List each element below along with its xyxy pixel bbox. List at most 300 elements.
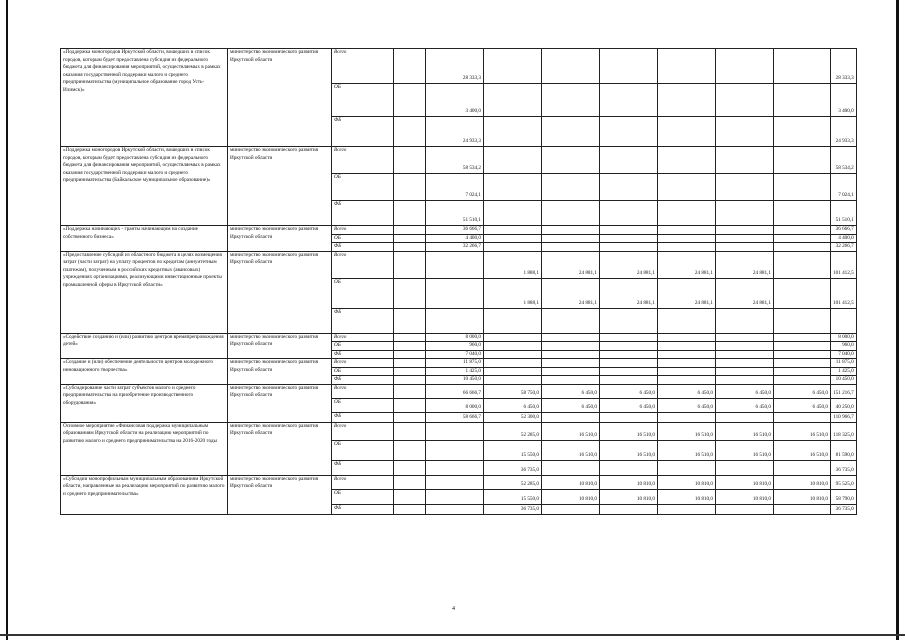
amount-cell: 10 810,0 <box>774 489 831 504</box>
amount-cell <box>394 384 426 398</box>
amount-cell <box>658 460 716 475</box>
amount-cell <box>716 376 774 385</box>
amount-cell: 11 875,0 <box>426 359 484 368</box>
amount-cell <box>658 504 716 514</box>
amount-cell: 11 875,0 <box>831 359 857 368</box>
amount-cell: 36 735,0 <box>831 460 857 475</box>
amount-cell <box>658 367 716 376</box>
amount-cell <box>774 251 831 278</box>
amount-cell: 6 450,0 <box>716 384 774 398</box>
amount-cell <box>716 412 774 422</box>
amount-cell: 28 333,3 <box>426 49 484 84</box>
amount-cell <box>831 308 857 333</box>
amount-cell: 7 024,1 <box>831 174 857 201</box>
amount-cell <box>774 376 831 385</box>
amount-cell <box>658 376 716 385</box>
amount-cell <box>394 174 426 201</box>
scan-edge-bottom <box>0 634 905 636</box>
amount-cell: 10 810,0 <box>542 475 600 489</box>
funding-source: ФБ <box>332 376 394 385</box>
activity-name: «Содействие созданию и (или) развитию центров времяпрепровождения детей» <box>61 333 228 359</box>
amount-cell <box>716 49 774 84</box>
amount-cell <box>716 84 774 117</box>
funding-source: ОБ <box>332 174 394 201</box>
amount-cell: 6 450,0 <box>484 398 542 412</box>
amount-cell <box>658 226 716 235</box>
amount-cell: 6 450,0 <box>542 384 600 398</box>
amount-cell <box>394 376 426 385</box>
amount-cell <box>394 367 426 376</box>
amount-cell <box>658 201 716 226</box>
responsible-executor: министерство экономического развития Иркутской области <box>228 422 332 475</box>
amount-cell <box>394 350 426 359</box>
amount-cell: 51 510,1 <box>426 201 484 226</box>
amount-cell <box>542 412 600 422</box>
amount-cell: 6 450,0 <box>658 398 716 412</box>
funding-source: Всего <box>332 333 394 342</box>
funding-source: Всего <box>332 359 394 368</box>
amount-cell: 16 510,0 <box>542 422 600 440</box>
amount-cell <box>484 376 542 385</box>
amount-cell: 58 790,0 <box>831 489 857 504</box>
amount-cell: 1 888,1 <box>484 251 542 278</box>
amount-cell <box>658 117 716 147</box>
amount-cell: 36 666,7 <box>831 226 857 235</box>
amount-cell <box>542 201 600 226</box>
funding-source: ОБ <box>332 84 394 117</box>
amount-cell <box>484 117 542 147</box>
amount-cell <box>542 342 600 351</box>
amount-cell <box>774 147 831 174</box>
funding-source: Всего <box>332 384 394 398</box>
amount-cell <box>774 174 831 201</box>
amount-cell <box>394 243 426 252</box>
amount-cell: 95 525,0 <box>831 475 857 489</box>
amount-cell <box>716 308 774 333</box>
amount-cell <box>542 226 600 235</box>
funding-source: ФБ <box>332 308 394 333</box>
amount-cell <box>394 84 426 117</box>
amount-cell <box>542 350 600 359</box>
amount-cell <box>774 342 831 351</box>
amount-cell <box>600 308 658 333</box>
amount-cell <box>716 117 774 147</box>
amount-cell: 58 534,2 <box>426 147 484 174</box>
amount-cell <box>774 226 831 235</box>
amount-cell: 10 810,0 <box>600 475 658 489</box>
amount-cell <box>774 201 831 226</box>
amount-cell: 16 510,0 <box>658 422 716 440</box>
amount-cell <box>658 359 716 368</box>
amount-cell: 24 881,1 <box>658 278 716 308</box>
amount-cell: 4 400,0 <box>426 234 484 243</box>
amount-cell <box>774 367 831 376</box>
amount-cell <box>600 333 658 342</box>
amount-cell <box>484 359 542 368</box>
amount-cell: 10 810,0 <box>542 489 600 504</box>
funding-source: ОБ <box>332 440 394 460</box>
amount-cell: 3 400,0 <box>831 84 857 117</box>
amount-cell <box>484 84 542 117</box>
amount-cell: 58 750,0 <box>484 384 542 398</box>
amount-cell <box>542 376 600 385</box>
activity-name: «Предоставление субсидий из областного бюджета в целях возмещения затрат (части затрат) на уплату процентов по кредитам (аннуитетным платежам), полученным в российских кредитных (авансовых) учреждениях организациями, реализующими инвестиционные проекты промышленной сферы в Иркутской области» <box>61 251 228 333</box>
amount-cell <box>484 201 542 226</box>
amount-cell: 7 040,0 <box>426 350 484 359</box>
amount-cell <box>600 350 658 359</box>
amount-cell <box>426 504 484 514</box>
amount-cell: 40 250,0 <box>831 398 857 412</box>
amount-cell <box>394 460 426 475</box>
amount-cell: 28 333,3 <box>831 49 857 84</box>
amount-cell <box>426 251 484 278</box>
amount-cell: 16 510,0 <box>716 440 774 460</box>
amount-cell <box>394 475 426 489</box>
amount-cell <box>426 278 484 308</box>
amount-cell: 24 933,3 <box>831 117 857 147</box>
amount-cell <box>658 84 716 117</box>
amount-cell <box>716 234 774 243</box>
table-row <box>61 49 857 84</box>
amount-cell <box>600 243 658 252</box>
amount-cell: 10 810,0 <box>716 489 774 504</box>
table-row <box>61 333 857 342</box>
funding-source: ОБ <box>332 234 394 243</box>
funding-source: ОБ <box>332 367 394 376</box>
amount-cell: 6 450,0 <box>658 384 716 398</box>
responsible-executor: министерство экономического развития Иркутской области <box>228 333 332 359</box>
amount-cell: 6 450,0 <box>600 384 658 398</box>
amount-cell: 3 400,0 <box>426 84 484 117</box>
amount-cell <box>542 243 600 252</box>
amount-cell: 32 266,7 <box>426 243 484 252</box>
amount-cell: 52 300,0 <box>484 412 542 422</box>
amount-cell <box>542 308 600 333</box>
amount-cell <box>774 49 831 84</box>
amount-cell <box>394 398 426 412</box>
activity-name: «Субсидии монопрофильным муниципальным образованиям Иркутской области, направленные на реализацию мероприятий по развитию малого и среднего предпринимательства» <box>61 475 228 514</box>
amount-cell <box>600 49 658 84</box>
amount-cell <box>394 359 426 368</box>
amount-cell <box>600 376 658 385</box>
amount-cell: 32 266,7 <box>831 243 857 252</box>
amount-cell: 118 325,0 <box>831 422 857 440</box>
amount-cell: 16 510,0 <box>600 440 658 460</box>
funding-source: Всего <box>332 226 394 235</box>
amount-cell <box>426 460 484 475</box>
funding-source: Всего <box>332 475 394 489</box>
amount-cell: 10 810,0 <box>774 475 831 489</box>
amount-cell <box>484 226 542 235</box>
amount-cell: 6 450,0 <box>716 398 774 412</box>
funding-source: ФБ <box>332 412 394 422</box>
amount-cell <box>426 489 484 504</box>
amount-cell: 110 966,7 <box>831 412 857 422</box>
amount-cell <box>774 234 831 243</box>
amount-cell <box>774 308 831 333</box>
amount-cell <box>394 201 426 226</box>
funding-source: ФБ <box>332 243 394 252</box>
funding-source: ФБ <box>332 117 394 147</box>
amount-cell <box>658 147 716 174</box>
responsible-executor: министерство экономического развития Иркутской области <box>228 226 332 252</box>
table-row <box>61 226 857 235</box>
amount-cell <box>774 278 831 308</box>
amount-cell <box>600 84 658 117</box>
amount-cell <box>600 117 658 147</box>
amount-cell <box>394 489 426 504</box>
funding-source: ОБ <box>332 489 394 504</box>
amount-cell: 10 810,0 <box>716 475 774 489</box>
amount-cell: 16 510,0 <box>774 440 831 460</box>
budget-table <box>60 48 857 515</box>
amount-cell: 7 024,1 <box>426 174 484 201</box>
amount-cell: 10 810,0 <box>658 489 716 504</box>
amount-cell <box>774 359 831 368</box>
amount-cell: 15 550,0 <box>484 489 542 504</box>
funding-source: Всего <box>332 422 394 440</box>
amount-cell: 58 534,2 <box>831 147 857 174</box>
amount-cell <box>426 475 484 489</box>
amount-cell <box>542 117 600 147</box>
amount-cell: 16 510,0 <box>542 440 600 460</box>
amount-cell <box>394 333 426 342</box>
responsible-executor: министерство экономического развития Иркутской области <box>228 384 332 422</box>
amount-cell <box>600 359 658 368</box>
amount-cell <box>394 147 426 174</box>
amount-cell: 1 425,0 <box>426 367 484 376</box>
amount-cell: 24 881,1 <box>716 251 774 278</box>
amount-cell <box>484 234 542 243</box>
amount-cell <box>658 412 716 422</box>
activity-name: «Создание и (или) обеспечение деятельности центров молодежного инновационного творчества» <box>61 359 228 385</box>
activity-name: Основное мероприятие «Финансовая поддержка муниципальным образованиям Иркутской области на реализацию мероприятий по развитию малого и среднего предпринимательства на 2016-2020 годы <box>61 422 228 475</box>
amount-cell <box>484 243 542 252</box>
funding-source: ОБ <box>332 398 394 412</box>
amount-cell: 24 881,1 <box>600 278 658 308</box>
amount-cell <box>658 308 716 333</box>
amount-cell <box>716 460 774 475</box>
amount-cell <box>600 412 658 422</box>
amount-cell <box>484 49 542 84</box>
funding-source: ОБ <box>332 342 394 351</box>
page-number: 4 <box>452 606 455 612</box>
amount-cell <box>542 49 600 84</box>
amount-cell <box>600 342 658 351</box>
amount-cell: 10 810,0 <box>600 489 658 504</box>
amount-cell: 24 881,1 <box>658 251 716 278</box>
table-row <box>61 475 857 489</box>
amount-cell <box>484 342 542 351</box>
amount-cell <box>542 333 600 342</box>
amount-cell <box>658 49 716 84</box>
amount-cell <box>774 333 831 342</box>
amount-cell <box>394 49 426 84</box>
amount-cell: 960,0 <box>831 342 857 351</box>
amount-cell <box>774 504 831 514</box>
table-row <box>61 251 857 278</box>
amount-cell: 36 735,0 <box>484 460 542 475</box>
amount-cell <box>600 201 658 226</box>
amount-cell: 4 400,0 <box>831 234 857 243</box>
funding-source: ФБ <box>332 201 394 226</box>
amount-cell <box>394 422 426 440</box>
amount-cell <box>600 147 658 174</box>
amount-cell: 15 550,0 <box>484 440 542 460</box>
table-row <box>61 359 857 368</box>
amount-cell: 6 450,0 <box>774 384 831 398</box>
activity-name: «Поддержка моногородов Иркутской области, вошедших в список городов, которым будет предоставлена субсидия из федерального бюджета для финансирования мероприятий, осуществляемых в рамках оказания государственной поддержки малого и среднего предпринимательства (Байкальское муниципальное образование)» <box>61 147 228 226</box>
amount-cell <box>600 504 658 514</box>
amount-cell <box>774 84 831 117</box>
amount-cell <box>600 174 658 201</box>
amount-cell <box>394 226 426 235</box>
amount-cell <box>716 359 774 368</box>
activity-name: «Поддержка моногородов Иркутской области, вошедших в список городов, которым будет предоставлена субсидия из федерального бюджета для финансирования мероприятий, осуществляемых в рамках оказания государственной поддержки малого и среднего предпринимательства (муниципальное образование город Усть-Илимск)» <box>61 49 228 147</box>
funding-source: Всего <box>332 251 394 278</box>
amount-cell <box>716 333 774 342</box>
amount-cell: 51 510,1 <box>831 201 857 226</box>
table-row <box>61 384 857 398</box>
responsible-executor: министерство экономического развития Иркутской области <box>228 251 332 333</box>
amount-cell: 8 000,0 <box>426 333 484 342</box>
amount-cell <box>774 243 831 252</box>
amount-cell <box>394 251 426 278</box>
amount-cell <box>716 350 774 359</box>
amount-cell <box>716 367 774 376</box>
amount-cell <box>484 174 542 201</box>
amount-cell <box>774 117 831 147</box>
amount-cell <box>658 234 716 243</box>
activity-name: «Субсидирование части затрат субъектов малого и среднего предпринимательства на приобретение производственного оборудования» <box>61 384 228 422</box>
table-row <box>61 147 857 174</box>
amount-cell: 16 510,0 <box>774 422 831 440</box>
amount-cell <box>484 333 542 342</box>
amount-cell: 1 888,1 <box>484 278 542 308</box>
amount-cell: 7 040,0 <box>831 350 857 359</box>
funding-source: ФБ <box>332 350 394 359</box>
amount-cell: 24 881,1 <box>542 278 600 308</box>
amount-cell <box>658 333 716 342</box>
amount-cell: 151 216,7 <box>831 384 857 398</box>
amount-cell <box>658 350 716 359</box>
amount-cell <box>716 226 774 235</box>
amount-cell: 10 450,0 <box>426 376 484 385</box>
amount-cell <box>394 504 426 514</box>
amount-cell: 66 666,7 <box>426 384 484 398</box>
amount-cell <box>716 147 774 174</box>
amount-cell: 6 450,0 <box>600 398 658 412</box>
amount-cell <box>542 234 600 243</box>
scan-edge-left <box>6 0 8 640</box>
responsible-executor: министерство экономического развития Иркутской области <box>228 359 332 385</box>
funding-source: ФБ <box>332 504 394 514</box>
amount-cell <box>542 504 600 514</box>
amount-cell <box>542 359 600 368</box>
amount-cell: 16 510,0 <box>658 440 716 460</box>
amount-cell: 36 666,7 <box>426 226 484 235</box>
amount-cell: 16 510,0 <box>600 422 658 440</box>
amount-cell <box>394 117 426 147</box>
amount-cell <box>426 440 484 460</box>
amount-cell: 81 590,0 <box>831 440 857 460</box>
amount-cell: 101 412,5 <box>831 278 857 308</box>
amount-cell <box>774 460 831 475</box>
amount-cell <box>658 243 716 252</box>
amount-cell <box>658 342 716 351</box>
amount-cell <box>716 243 774 252</box>
funding-source: ОБ <box>332 278 394 308</box>
amount-cell: 24 881,1 <box>542 251 600 278</box>
responsible-executor: министерство экономического развития Иркутской области <box>228 49 332 147</box>
amount-cell <box>542 147 600 174</box>
amount-cell: 36 735,0 <box>484 504 542 514</box>
amount-cell <box>426 422 484 440</box>
scan-edge-right <box>896 0 899 640</box>
amount-cell: 101 412,5 <box>831 251 857 278</box>
amount-cell <box>716 342 774 351</box>
amount-cell <box>600 367 658 376</box>
amount-cell <box>774 412 831 422</box>
amount-cell: 24 933,3 <box>426 117 484 147</box>
amount-cell <box>542 367 600 376</box>
amount-cell <box>394 412 426 422</box>
responsible-executor: министерство экономического развития Иркутской области <box>228 475 332 514</box>
amount-cell <box>542 174 600 201</box>
amount-cell: 6 450,0 <box>774 398 831 412</box>
amount-cell <box>484 308 542 333</box>
amount-cell <box>542 84 600 117</box>
amount-cell: 960,0 <box>426 342 484 351</box>
amount-cell <box>484 367 542 376</box>
amount-cell: 24 881,1 <box>716 278 774 308</box>
activity-name: «Поддержка начинающих - гранты начинающим на создание собственного бизнеса» <box>61 226 228 252</box>
amount-cell <box>658 174 716 201</box>
amount-cell <box>600 460 658 475</box>
funding-source: ФБ <box>332 460 394 475</box>
amount-cell: 58 666,7 <box>426 412 484 422</box>
amount-cell <box>716 201 774 226</box>
amount-cell: 6 450,0 <box>542 398 600 412</box>
amount-cell <box>484 147 542 174</box>
amount-cell: 10 450,0 <box>831 376 857 385</box>
funding-source: Всего <box>332 147 394 174</box>
amount-cell <box>716 504 774 514</box>
amount-cell: 8 000,0 <box>831 333 857 342</box>
amount-cell <box>774 350 831 359</box>
responsible-executor: министерство экономического развития Иркутской области <box>228 147 332 226</box>
amount-cell: 24 881,1 <box>600 251 658 278</box>
amount-cell: 10 810,0 <box>658 475 716 489</box>
amount-cell <box>426 308 484 333</box>
amount-cell <box>600 226 658 235</box>
amount-cell: 52 285,0 <box>484 422 542 440</box>
amount-cell <box>394 440 426 460</box>
amount-cell: 36 735,0 <box>831 504 857 514</box>
amount-cell: 52 285,0 <box>484 475 542 489</box>
amount-cell <box>394 234 426 243</box>
amount-cell: 8 000,0 <box>426 398 484 412</box>
amount-cell <box>484 350 542 359</box>
amount-cell <box>716 174 774 201</box>
amount-cell <box>394 342 426 351</box>
funding-source: Всего <box>332 49 394 84</box>
amount-cell <box>394 308 426 333</box>
amount-cell <box>600 234 658 243</box>
amount-cell <box>542 460 600 475</box>
amount-cell <box>394 278 426 308</box>
amount-cell: 1 425,0 <box>831 367 857 376</box>
